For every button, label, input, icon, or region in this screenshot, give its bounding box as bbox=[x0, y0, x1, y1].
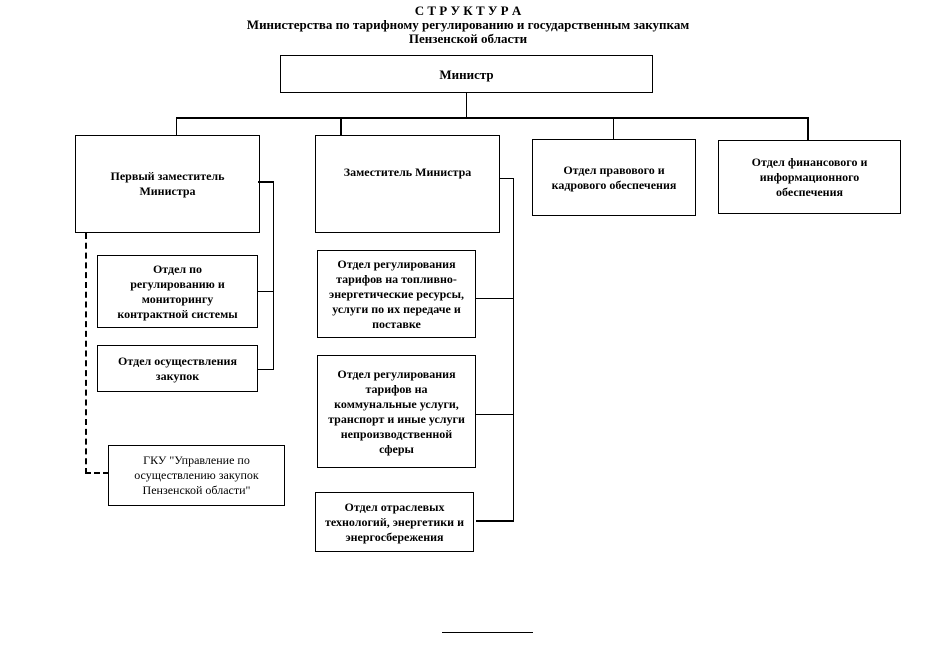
connector-deputy-vertical bbox=[513, 178, 515, 522]
connector-dashed-horizontal-gku bbox=[85, 472, 109, 474]
chart-title-line3: Пензенской области bbox=[408, 31, 528, 46]
node-contract-monitoring-dept-label: Отдел по регулированию и мониторингу контрактной системы bbox=[117, 261, 238, 321]
node-gku-procurement-office-label: ГКУ "Управление по осуществлению закупок Пензенской области" bbox=[134, 453, 259, 497]
node-first-deputy-label: Первый заместитель Министра bbox=[110, 169, 225, 198]
node-gku-procurement-office bbox=[108, 445, 285, 506]
node-procurement-dept-label: Отдел осуществления закупок bbox=[118, 353, 237, 383]
node-legal-hr-dept-label: Отдел правового и кадрового обеспечения bbox=[551, 162, 677, 192]
node-deputy bbox=[315, 135, 500, 233]
chart-title-line1: С Т Р У К Т У Р А bbox=[414, 3, 522, 18]
chart-title bbox=[0, 4, 936, 46]
node-industry-energy-dept bbox=[315, 492, 474, 552]
node-industry-energy-dept-label: Отдел отраслевых технологий, энергетики и энергосбережения bbox=[324, 499, 464, 544]
connector-stub-utilities bbox=[476, 414, 514, 416]
footer-rule bbox=[442, 632, 533, 634]
node-utilities-tariffs-dept bbox=[317, 355, 476, 468]
node-finance-info-dept bbox=[718, 140, 901, 214]
connector-stub-contract-monitoring bbox=[258, 291, 274, 293]
node-contract-monitoring-dept bbox=[97, 255, 258, 328]
node-minister bbox=[280, 55, 653, 93]
node-fuel-energy-tariffs-dept bbox=[317, 250, 476, 338]
node-utilities-tariffs-dept-label: Отдел регулирования тарифов на коммунальные услуги, транспорт и иные услуги непроизводственной сферы bbox=[328, 366, 465, 456]
node-first-deputy bbox=[75, 135, 260, 233]
connector-stub-fuel-energy bbox=[476, 298, 514, 300]
connector-minister-down bbox=[466, 92, 468, 118]
chart-title-line2: Министерства по тарифному регулированию и государственным закупкам bbox=[246, 17, 690, 32]
connector-dashed-vertical-gku bbox=[85, 233, 87, 474]
connector-drop-legal-hr bbox=[613, 117, 615, 139]
connector-stub-procurement bbox=[258, 369, 274, 371]
node-minister-label: Министр bbox=[439, 66, 494, 82]
connector-stub-industry-energy bbox=[476, 520, 514, 522]
node-deputy-label: Заместитель Министра bbox=[343, 164, 472, 179]
node-finance-info-dept-label: Отдел финансового и информационного обеспечения bbox=[751, 154, 868, 199]
connector-drop-deputy bbox=[340, 117, 342, 135]
connector-first-deputy-vertical bbox=[273, 181, 275, 370]
node-legal-hr-dept bbox=[532, 139, 696, 216]
connector-main-horizontal bbox=[176, 117, 809, 119]
connector-drop-finance-info bbox=[807, 117, 809, 140]
node-procurement-dept bbox=[97, 345, 258, 392]
node-fuel-energy-tariffs-dept-label: Отдел регулирования тарифов на топливно-энергетические ресурсы, услуги по их передаче и поставке bbox=[329, 256, 464, 331]
connector-drop-first-deputy bbox=[176, 117, 178, 135]
